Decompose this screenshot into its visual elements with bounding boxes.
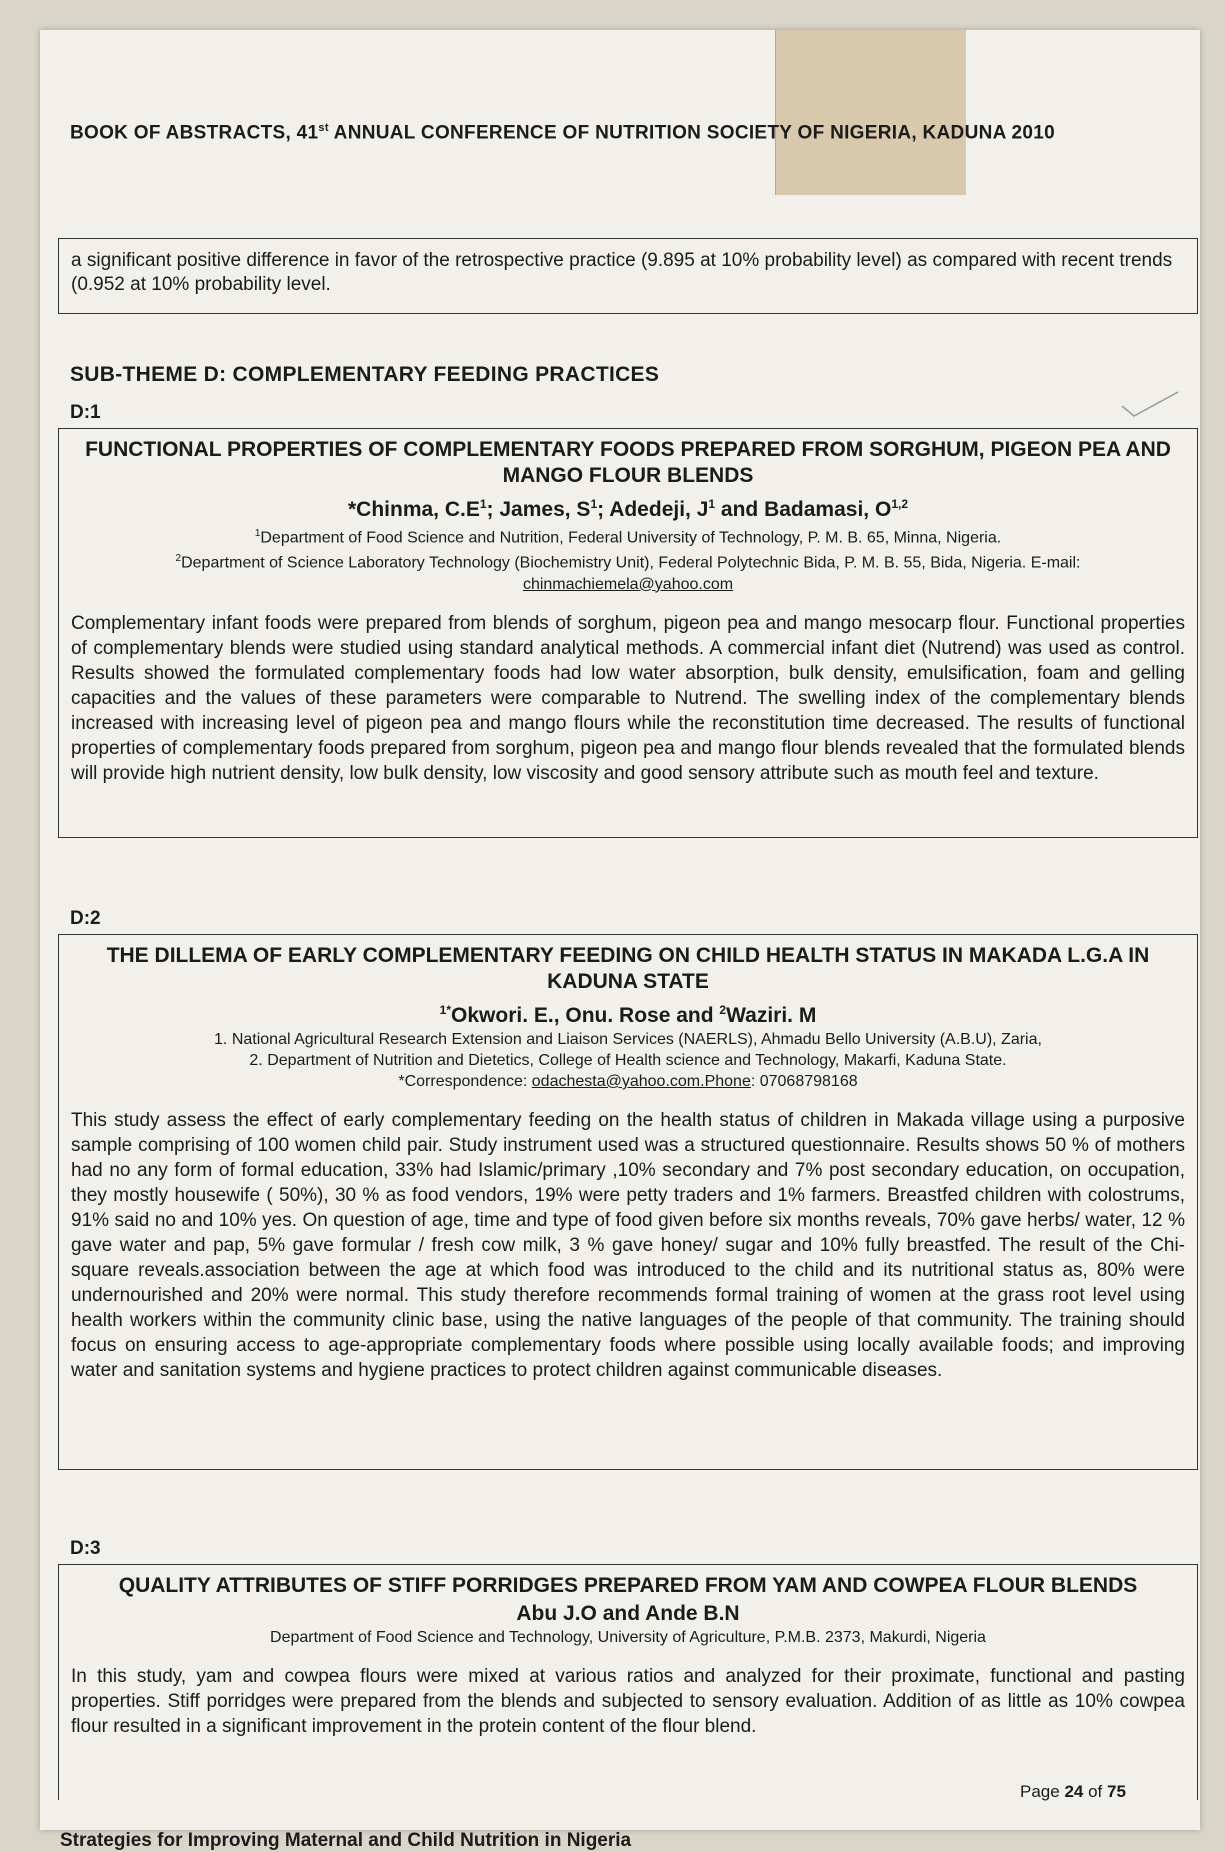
abstract-authors: $^{1*}$Okwori. E., Onu. Rose and $^2$Waziri. M — [439, 1003, 817, 1027]
abstract-label: D:3 — [70, 1538, 101, 1559]
subtheme-heading: SUB-THEME D: COMPLEMENTARY FEEDING PRACTICES — [70, 363, 660, 386]
email-link[interactable]: odachesta@yahoo.com.Phone — [531, 1073, 751, 1090]
header-text-rest: ANNUAL CONFERENCE OF NUTRITION SOCIETY OF NIGERIA, KADUNA 2010 — [328, 122, 1055, 144]
abstract-affiliation: Department of Food Science and Technology, University of Agriculture, P.M.B. 2373, Makurdi, Nigeria — [270, 1629, 986, 1646]
email-link[interactable]: chinmachiemela@yahoo.com — [522, 575, 734, 593]
abstract-label: D:2 — [70, 908, 101, 929]
abstract-body: Complementary infant foods were prepared from blends of sorghum, pigeon pea and mango mesocarp flour. Functional properties of complementary blends were studied using standard analytical methods. A commercial infant diet (Nutrend) was used as control. Results showed the formulated complementary foods had low water absorption, bulk density, emulsification, foam and gelling capacities and the values of these parameters were comparable to Nutrend. The swelling index of the complementary blends increased with increasing level of pigeon pea and mango flours while the reconstitution time decreased. The results of functional properties of complementary foods prepared from sorghum, pigeon pea and mango flour blends revealed that the formulated blends will provide high nutrient density, low bulk density, low viscosity and good sensory attribute such as mouth feel and texture. — [71, 612, 1185, 784]
abstract-affiliation: 1. National Agricultural Research Extension and Liaison Services (NAERLS), Ahmadu Bello University (A.B.U), Zaria, — [214, 1031, 1042, 1048]
page-header — [70, 122, 1130, 144]
abstract-affiliation: 2. Department of Nutrition and Dietetics, College of Health science and Technology, Makarfi, Kaduna State. — [249, 1052, 1007, 1069]
abstract-box — [58, 934, 1198, 1470]
abstract-title: THE DILLEMA OF EARLY COMPLEMENTARY FEEDING ON CHILD HEALTH STATUS IN MAKADA L.G.A IN KADUNA STATE — [106, 944, 1150, 993]
abstract-title: QUALITY ATTRIBUTES OF STIFF PORRIDGES PREPARED FROM YAM AND COWPEA FLOUR BLENDS — [118, 1574, 1138, 1597]
header-sup: st — [318, 122, 329, 134]
abstract-affiliation: $^1$Department of Food Science and Nutrition, Federal University of Technology, P. M. B. 65, Minna, Nigeria. — [254, 528, 1002, 547]
abstract-title: FUNCTIONAL PROPERTIES OF COMPLEMENTARY FOODS PREPARED FROM SORGHUM, PIGEON PEA AND MANGO FLOUR BLENDS — [85, 438, 1171, 487]
abstract-affiliation: $^2$Department of Science Laboratory Technology (Biochemistry Unit), Federal Polytechnic Bida, P. M. B. 55, Bida, Nigeria. E-mail: chinmachiemela@yahoo.com — [175, 553, 1081, 593]
abstract-body: This study assess the effect of early complementary feeding on the health status of children in Makada village using a purposive sample comprising of 100 women child pair. Study instrument used was a structured questionnaire. Results shows 50 % of mothers had no any form of formal education, 33% had Islamic/primary ,10% secondary and 7% post secondary education, on occupation, they mostly housewife ( 50%), 30 % as food vendors, 19% were petty traders and 1% farmers. Breastfed children with colostrums, 91% said no and 10% yes. On question of age, time and type of food given before six months reveals, 70% gave herbs/ water, 12 % gave water and pap, 5% gave formular / fresh cow milk, 3 % gave honey/ sugar and 10% fully breastfed. The result of the Chi- square reveals.association between the age at which food was introduced to the child and its nutritional status as, 80% were undernourished and 20% were normal. This study therefore recommends formal training of women at the grass root level using health workers within the community clinic base, using the native languages of the people of that community. The training should focus on ensuring access to age-appropriate complementary foods where possible using locally available foods; and improving water and sanitation systems and hygiene practices to protect children against communicable diseases. — [71, 1110, 1185, 1381]
abstract-box — [58, 1564, 1198, 1800]
document-page — [40, 30, 1200, 1851]
abstract-authors: Abu J.O and Ande B.N — [516, 1602, 740, 1625]
check-mark-icon — [1120, 390, 1180, 420]
tape-strip — [775, 30, 966, 195]
page-footer: Strategies for Improving Maternal and Child Nutrition in Nigeria — [60, 1830, 632, 1851]
carryover-box — [58, 238, 1198, 314]
page-number: Page 24 of 75 — [1020, 1782, 1126, 1801]
carryover-text: a significant positive difference in favor of the retrospective practice (9.895 at 10% probability level) as compared with recent trends (0.952 at 10% probability level. — [71, 250, 1173, 295]
abstract-label: D:1 — [70, 402, 101, 423]
abstract-body: In this study, yam and cowpea flours were mixed at various ratios and analyzed for their proximate, functional and pasting properties. Stiff porridges were prepared from the blends and subjected to sensory evaluation. Addition of as little as 10% cowpea flour resulted in a significant improvement in the protein content of the flour blend. — [71, 1666, 1185, 1737]
header-text: BOOK OF ABSTRACTS, 41 — [70, 122, 319, 144]
abstract-authors: *Chinma, $C.E^1$; James, $S^1$; Adedeji, $J^1$ and Badamasi, O$^{1,2}$ — [348, 497, 908, 521]
abstract-correspondence: *Correspondence: odachesta@yahoo.com.Phone: 07068798168 — [398, 1073, 858, 1090]
abstract-box — [58, 428, 1198, 838]
